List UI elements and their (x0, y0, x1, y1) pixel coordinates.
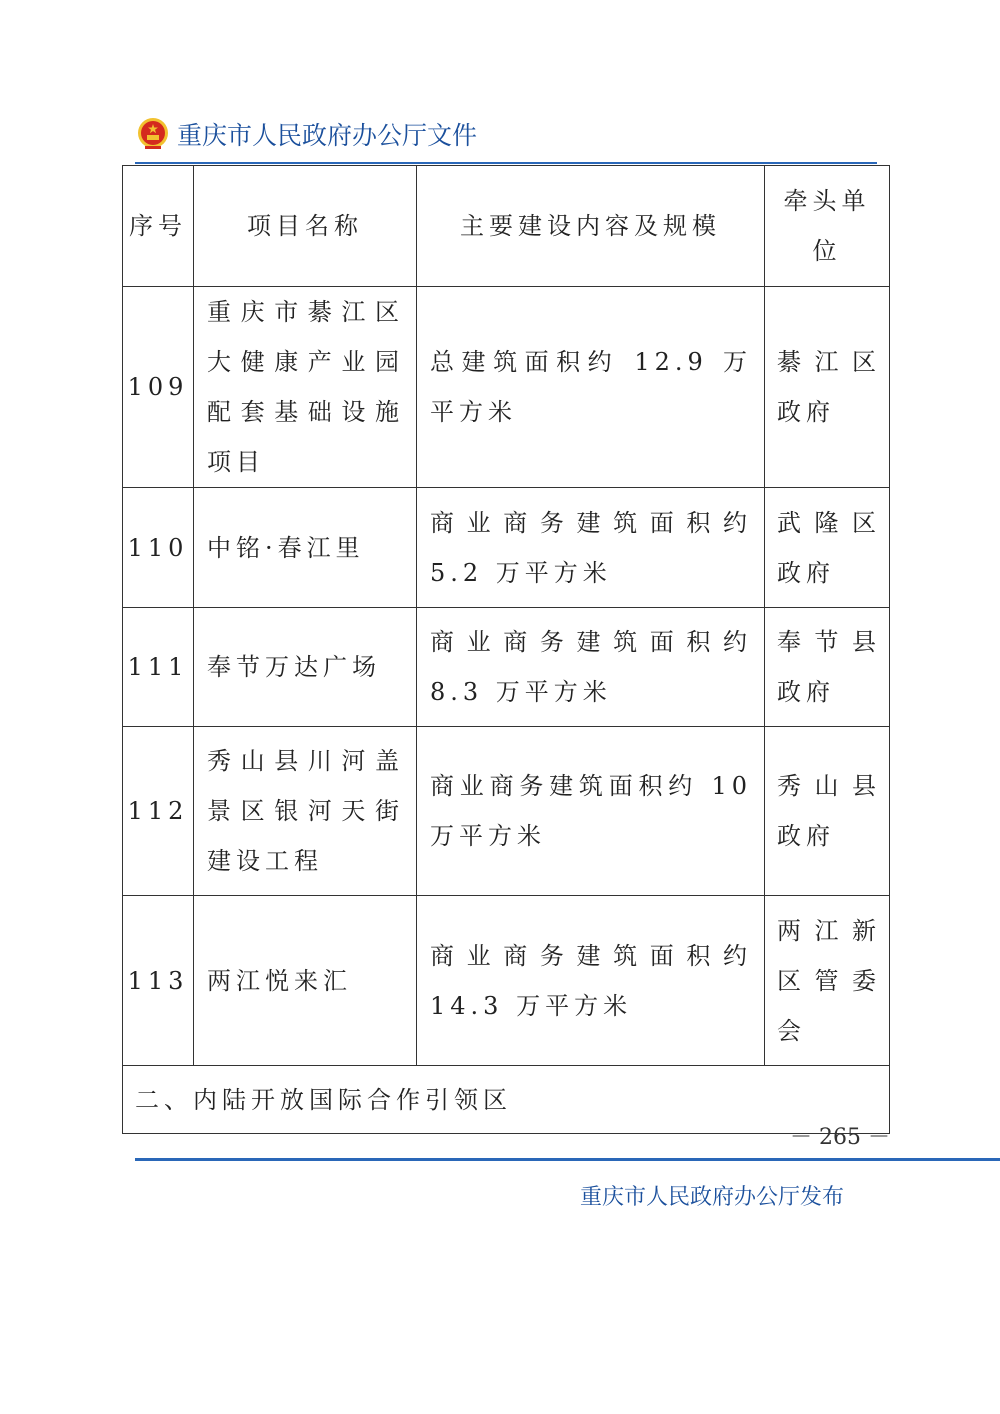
page-number: － 265 － (790, 1125, 890, 1150)
lead-unit: 奉节县政府 (765, 608, 890, 727)
section-heading: 二、内陆开放国际合作引领区 (123, 1066, 890, 1134)
project-content: 商业商务建筑面积约 8.3 万平方米 (417, 608, 765, 727)
header-rule (135, 162, 877, 164)
project-name: 秀山县川河盖景区银河天街建设工程 (194, 727, 417, 896)
lead-unit: 秀山县政府 (765, 727, 890, 896)
project-name: 奉节万达广场 (194, 608, 417, 727)
project-content: 商业商务建筑面积约 5.2 万平方米 (417, 488, 765, 608)
project-name: 重庆市綦江区大健康产业园配套基础设施项目 (194, 287, 417, 488)
footer-rule (135, 1158, 1000, 1161)
project-name: 中铭·春江里 (194, 488, 417, 608)
document-header (135, 112, 477, 156)
row-number: 109 (123, 287, 194, 488)
lead-unit: 两江新区管委会 (765, 896, 890, 1066)
row-number: 113 (123, 896, 194, 1066)
project-content: 商业商务建筑面积约 10 万平方米 (417, 727, 765, 896)
lead-unit: 武隆区政府 (765, 488, 890, 608)
project-name: 两江悦来汇 (194, 896, 417, 1066)
header-title: 重庆市人民政府办公厅文件 (177, 121, 478, 150)
project-content: 总建筑面积约 12.9 万平方米 (417, 287, 765, 488)
table-row (123, 727, 890, 896)
row-number: 112 (123, 727, 194, 896)
column-header-name: 项目名称 (194, 166, 417, 287)
column-header-content: 主要建设内容及规模 (417, 166, 765, 287)
table-row (123, 287, 890, 488)
row-number: 110 (123, 488, 194, 608)
footer-publisher: 重庆市人民政府办公厅发布 (580, 1185, 845, 1210)
table-row (123, 488, 890, 608)
project-table (122, 165, 890, 1134)
national-emblem-icon (135, 116, 171, 152)
column-header-number: 序号 (123, 166, 194, 287)
column-header-lead: 牵头单位 (765, 166, 890, 287)
row-number: 111 (123, 608, 194, 727)
table-row (123, 896, 890, 1066)
project-content: 商业商务建筑面积约 14.3 万平方米 (417, 896, 765, 1066)
table-row (123, 608, 890, 727)
table-header-row (123, 166, 890, 287)
lead-unit: 綦江区政府 (765, 287, 890, 488)
section-row (123, 1066, 890, 1134)
